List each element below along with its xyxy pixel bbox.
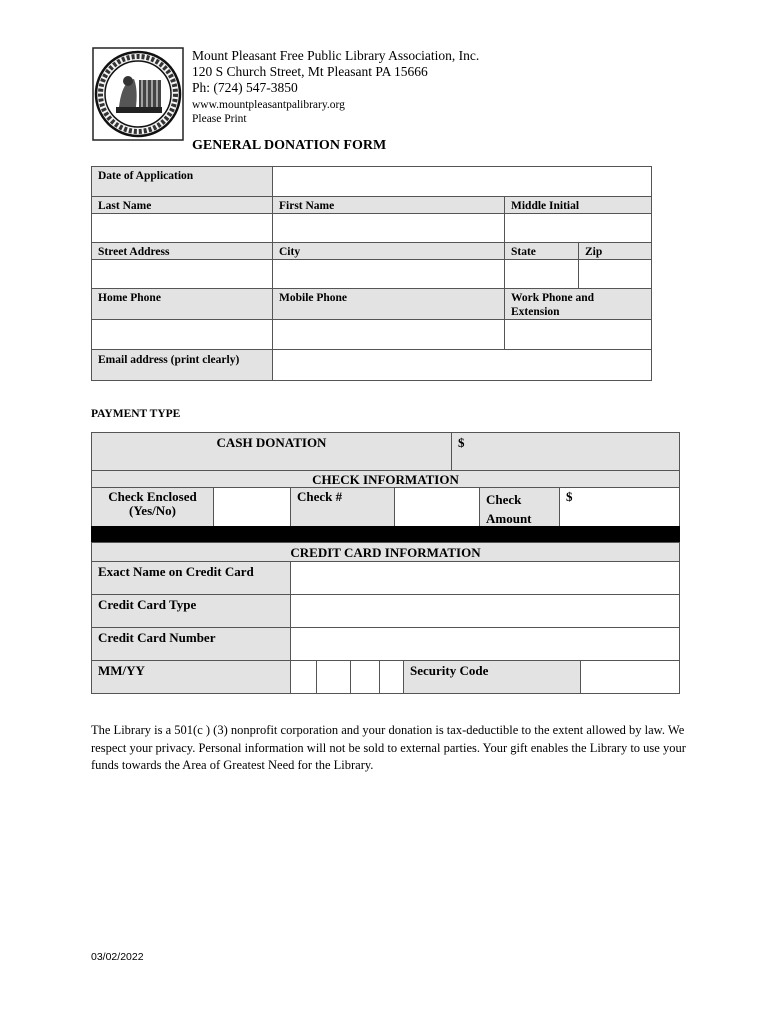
home-phone-field[interactable] [91, 319, 273, 350]
security-code-field[interactable] [580, 660, 680, 694]
mobile-phone-label: Mobile Phone [272, 288, 505, 320]
state-label: State [504, 242, 579, 260]
cc-name-field[interactable] [290, 561, 680, 595]
cc-type-field[interactable] [290, 594, 680, 628]
first-name-label: First Name [272, 196, 505, 214]
date-label: Date of Application [91, 166, 273, 197]
check-number-field[interactable] [394, 487, 480, 527]
org-phone: Ph: (724) 547-3850 [192, 80, 298, 95]
org-name: Mount Pleasant Free Public Library Association, Inc. [192, 48, 480, 63]
revision-date: 03/02/2022 [91, 951, 144, 963]
month-digit-2-field[interactable] [316, 660, 351, 694]
first-name-field[interactable] [272, 213, 505, 243]
city-label: City [272, 242, 505, 260]
cash-donation-label: CASH DONATION [91, 432, 452, 471]
month-digit-1-field[interactable] [290, 660, 317, 694]
payment-type-heading: PAYMENT TYPE [91, 408, 181, 420]
city-field[interactable] [272, 259, 505, 289]
mmyy-label: MM/YY [91, 660, 291, 694]
zip-label: Zip [578, 242, 652, 260]
work-phone-field[interactable] [504, 319, 652, 350]
check-dollar-sign: $ [566, 489, 573, 504]
state-field[interactable] [504, 259, 579, 289]
year-digit-1-field[interactable] [350, 660, 380, 694]
email-label: Email address (print clearly) [91, 349, 273, 381]
cc-number-label: Credit Card Number [91, 627, 291, 661]
check-enclosed-field[interactable] [213, 487, 291, 527]
check-info-header: CHECK INFORMATION [91, 470, 680, 488]
section-divider-bar [91, 526, 680, 543]
cc-number-field[interactable] [290, 627, 680, 661]
cc-type-label: Credit Card Type [91, 594, 291, 628]
check-enclosed-label: Check Enclosed (Yes/No) [91, 487, 214, 527]
email-field[interactable] [272, 349, 652, 381]
cc-name-label: Exact Name on Credit Card [91, 561, 291, 595]
middle-initial-label: Middle Initial [504, 196, 652, 214]
tax-disclaimer: The Library is a 501(c ) (3) nonprofit corporation and your donation is tax-deductible to the extent allowed by law. We respect your privacy. Personal information will not be sold to external parties. Your gift enables the Library to use your funds towards the Area of Greatest Need for the Library. [91, 723, 686, 772]
last-name-label: Last Name [91, 196, 273, 214]
last-name-field[interactable] [91, 213, 273, 243]
security-code-label: Security Code [403, 660, 581, 694]
mobile-phone-field[interactable] [272, 319, 505, 350]
work-phone-label: Work Phone and Extension [504, 288, 652, 320]
credit-card-header: CREDIT CARD INFORMATION [91, 542, 680, 562]
street-field[interactable] [91, 259, 273, 289]
org-website: www.mountpleasantpalibrary.org [192, 99, 345, 111]
street-label: Street Address [91, 242, 273, 260]
form-title: GENERAL DONATION FORM [192, 138, 387, 153]
zip-field[interactable] [578, 259, 652, 289]
library-seal-logo [92, 47, 184, 141]
year-digit-2-field[interactable] [379, 660, 404, 694]
check-number-label: Check # [290, 487, 395, 527]
middle-initial-field[interactable] [504, 213, 652, 243]
date-field[interactable] [272, 166, 652, 197]
check-amount-label: Check Amount [479, 487, 560, 527]
cash-amount-field[interactable] [451, 432, 680, 471]
home-phone-label: Home Phone [91, 288, 273, 320]
print-instruction: Please Print [192, 113, 247, 125]
check-amount-field[interactable] [559, 487, 680, 527]
org-address: 120 S Church Street, Mt Pleasant PA 15666 [192, 64, 428, 79]
cash-dollar-sign: $ [458, 435, 465, 450]
